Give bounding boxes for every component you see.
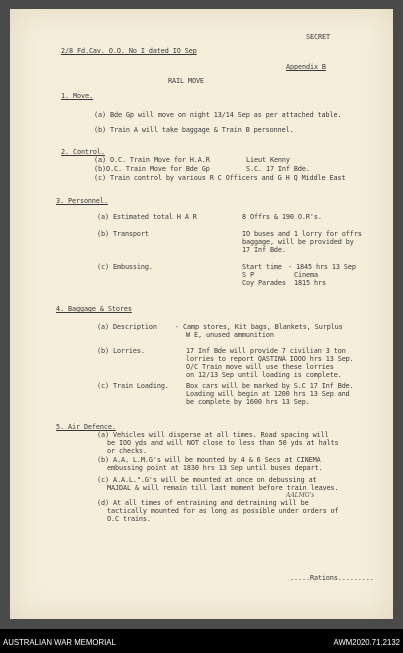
embussing-parades-value: 1815 hrs (294, 279, 326, 287)
order-reference: 2/8 Fd.Cav. O.O. No I dated IO Sep (61, 47, 197, 55)
air-defence-d-line: tactically mounted for as long as possible under orders of (107, 507, 339, 515)
move-item-a: (a) Bde Gp will move on night 13/14 Sep as per attached table. (94, 111, 342, 119)
continuation-marker: .....Rations......... (290, 574, 374, 582)
embussing-parades-label: Coy Parades (242, 279, 286, 287)
air-defence-a-line: or checks. (107, 447, 147, 455)
train-loading-line: Box cars will be marked by S.C 17 Inf Bde. (186, 382, 354, 390)
personnel-transport-line: IO buses and 1 lorry for offrs (242, 230, 362, 238)
air-defence-d-line: (d) At all times of entraining and detraining will be (97, 499, 309, 507)
embussing-sp-label: S P (242, 271, 254, 279)
move-item-b: (b) Train A will take baggage & Train B personnel. (94, 126, 294, 134)
lorries-line: 17 Inf Bde will provide 7 civilian 3 ton (186, 347, 346, 355)
personnel-transport-line: baggage, will be provided by (242, 238, 354, 246)
personnel-item-c-label: (c) Embussing. (97, 263, 153, 271)
section-personnel-heading: 3. Personnel. (56, 197, 108, 205)
appendix-label: Appendix B (286, 63, 326, 71)
classification-label: SECRET (306, 33, 330, 41)
section-air-defence-heading: 5. Air Defence. (56, 423, 116, 431)
air-defence-c-line: MAJDAL & will remain till last moment before train leaves. (107, 484, 339, 492)
control-item-a-value: Lieut Kenny (246, 156, 290, 164)
handwritten-annotation: AALMG's (286, 492, 315, 499)
air-defence-a-line: be IOO yds and will NOT close to less than 50 yds at halts (107, 439, 339, 447)
air-defence-b-line: (b) A.A. L.M.G's will be mounted by 4 & 6 Secs at CINEMA (97, 456, 321, 464)
baggage-description-line: - Camp stores, Kit bags, Blankets, Surplus (175, 323, 343, 331)
air-defence-a-line: (a) Vehicles will disperse at all times. Road spacing will (97, 431, 329, 439)
train-loading-line: be complete by 1600 hrs 13 Sep. (186, 398, 310, 406)
control-item-b-label: (b)O.C. Train Move for Bde Gp (94, 165, 210, 173)
baggage-item-a-label: (a) Description (97, 323, 157, 331)
document-page (10, 9, 393, 619)
section-move-heading: 1. Move. (61, 92, 93, 100)
embussing-sp-value: Cinema (294, 271, 318, 279)
baggage-description-line: W E, unused ammunition (186, 331, 274, 339)
control-item-b-value: S.C. 17 Inf Bde. (246, 165, 310, 173)
personnel-transport-line: 17 Inf Bde. (242, 246, 286, 254)
section-baggage-heading: 4. Baggage & Stores (56, 305, 132, 313)
embussing-start-label: Start time (242, 263, 282, 271)
baggage-item-b-label: (b) Lorries. (97, 347, 145, 355)
control-item-c: (c) Train control by various R C Officers and G H Q Middle East (94, 174, 346, 182)
footer-accession-number: AWM2020.71.2132 (333, 638, 400, 647)
control-item-a-label: (a) O.C. Train Move for H.A.R (94, 156, 210, 164)
air-defence-d-line: O.C trains. (107, 515, 151, 523)
footer-institution: AUSTRALIAN WAR MEMORIAL (3, 638, 116, 647)
train-loading-line: Loading will begin at 1200 hrs 13 Sep and (186, 390, 350, 398)
personnel-item-a-label: (a) Estimated total H A R (97, 213, 197, 221)
archive-footer (0, 629, 403, 653)
personnel-item-b-label: (b) Transport (97, 230, 149, 238)
lorries-line: O/C Train move will use these lorries (186, 363, 334, 371)
personnel-item-a-value: 8 Offrs & 190 O.R's. (242, 213, 322, 221)
lorries-line: lorries to report QASTINA IOOO hrs 13 Sep. (186, 355, 354, 363)
embussing-start-value: - 1845 hrs 13 Sep (288, 263, 356, 271)
section-control-heading: 2. Control. (61, 148, 105, 156)
document-title: RAIL MOVE (168, 77, 204, 85)
lorries-line: on 12/13 Sep until loading is complete. (186, 371, 342, 379)
baggage-item-c-label: (c) Train Loading. (97, 382, 169, 390)
air-defence-b-line: embussing point at 1830 hrs 13 Sep until buses depart. (107, 464, 323, 472)
air-defence-c-line: (c) A.A.L.".G's will be mounted at once on debussing at (97, 476, 317, 484)
